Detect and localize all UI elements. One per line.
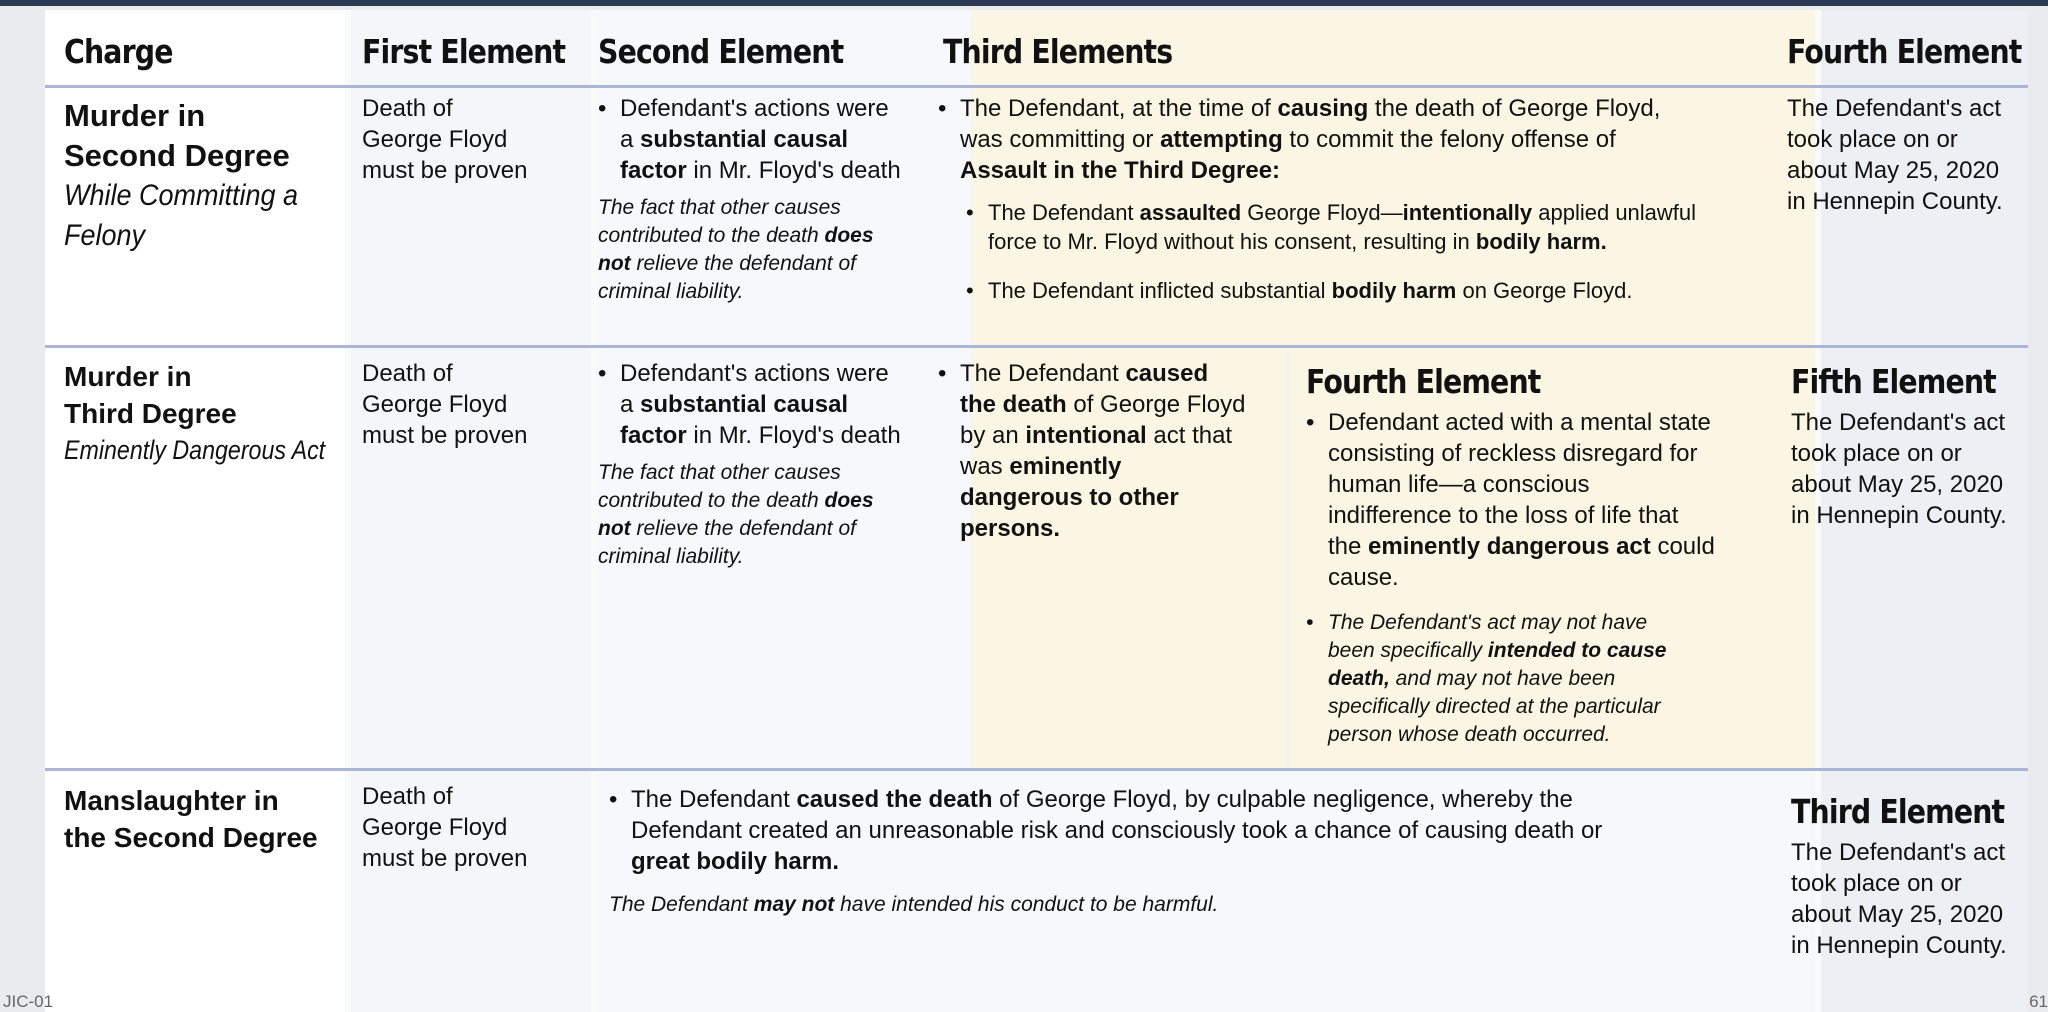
text-run: contributed to the death	[598, 224, 825, 247]
text-line	[598, 222, 968, 250]
bold-run: Assault in the Third Degree:	[960, 157, 1281, 184]
text-line	[960, 513, 1283, 544]
text-line: • Defendant's actions were	[620, 95, 889, 122]
text-run: George Floyd—	[1241, 200, 1403, 225]
row3-second-element	[609, 784, 1799, 919]
text-run: of George Floyd, by culpable negligence, whereby the	[992, 786, 1573, 813]
text-run: applied unlawful	[1532, 200, 1697, 225]
sub-bullet-item	[966, 276, 1798, 305]
text-line: indifference to the loss of life that	[1328, 502, 1679, 529]
bold-run: not	[598, 252, 631, 275]
bold-run: intended to cause	[1487, 639, 1667, 662]
row3-charge	[64, 782, 344, 856]
subheader-third-element: Third Element	[1791, 792, 2005, 831]
bold-run: bodily harm.	[1475, 229, 1607, 254]
text-line: in Hennepin County.	[1791, 502, 2007, 529]
fifth-element-text	[1791, 407, 2023, 531]
text-line: • Defendant's actions were	[620, 360, 889, 387]
top-bar	[0, 0, 2048, 6]
bold-run: intentional	[1025, 422, 1147, 449]
text-run: in Mr. Floyd's death	[686, 157, 901, 184]
row2-fifth-element	[1791, 362, 2023, 531]
text-run: by an	[960, 422, 1026, 449]
row-rule	[45, 345, 2028, 348]
text-line	[620, 389, 968, 420]
text-run: The Defendant	[988, 200, 1140, 225]
text-line: about May 25, 2020	[1791, 471, 2004, 498]
charge-subtitle: While Committing a	[64, 179, 299, 212]
text-line	[988, 227, 1798, 256]
text-line: The Defendant's act	[1791, 839, 2006, 866]
text-run: a	[620, 126, 641, 153]
text-run: contributed to the death	[598, 489, 825, 512]
text-line	[1328, 665, 1811, 693]
header-fourth-element: Fourth Element	[1787, 32, 2022, 71]
charge-name: Murder in	[64, 98, 206, 133]
header-third-elements: Third Elements	[943, 32, 1173, 71]
text-line	[631, 784, 1799, 815]
text-line: criminal liability.	[598, 545, 744, 568]
bold-run: assaulted	[1139, 200, 1242, 225]
italic-bullet-item	[1306, 609, 1811, 749]
bullet-item	[938, 93, 1798, 186]
italic-note	[598, 194, 968, 306]
text-run: to commit the felony offense of	[1282, 126, 1616, 153]
text-line: criminal liability.	[598, 280, 744, 303]
bold-run: bodily harm	[1331, 278, 1457, 303]
bullet-item	[1306, 407, 1811, 593]
text-line: person whose death occurred.	[1328, 723, 1611, 746]
row1-fourth-element	[1787, 93, 2023, 217]
text-run: the	[1328, 533, 1369, 560]
bold-run: great bodily harm.	[631, 848, 840, 875]
text-line: about May 25, 2020	[1787, 157, 2000, 184]
text-line: The fact that other causes	[598, 461, 841, 484]
text-run: relieve the defendant of	[630, 517, 856, 540]
charge-subtitle: Eminently Dangerous Act	[64, 435, 326, 465]
text-line: human life—a conscious	[1328, 471, 1590, 498]
bullet-item	[598, 93, 968, 186]
bold-run: factor	[620, 157, 687, 184]
subheader-fourth-element: Fourth Element	[1306, 362, 1541, 401]
header-second-element: Second Element	[598, 32, 844, 71]
charge-subtitle: Felony	[64, 219, 146, 252]
text-line: The Defendant's act	[1791, 409, 2006, 436]
bold-run: not	[598, 517, 631, 540]
text-line	[988, 198, 1798, 227]
text-line: about May 25, 2020	[1791, 901, 2004, 928]
bold-run: death,	[1328, 667, 1390, 690]
text-run: been specifically	[1328, 639, 1488, 662]
text-line: must be proven	[362, 157, 528, 184]
text-line: • Defendant acted with a mental state	[1328, 409, 1711, 436]
text-run: the death of George Floyd,	[1368, 95, 1661, 122]
bold-run: eminently	[1009, 453, 1122, 480]
row1-second-element	[598, 93, 968, 306]
text-line: took place on or	[1791, 440, 1962, 467]
text-line	[960, 358, 1283, 389]
row2-charge	[64, 358, 344, 468]
row1-third-elements	[938, 93, 1798, 305]
text-run: The Defendant	[960, 360, 1126, 387]
text-run: and may not have been	[1389, 667, 1616, 690]
text-run: on George Floyd.	[1456, 278, 1633, 303]
bold-run: causing	[1277, 95, 1369, 122]
bold-run: substantial causal	[640, 391, 849, 418]
subheader-fifth-element: Fifth Element	[1791, 362, 1996, 401]
row2-first-element	[362, 358, 587, 451]
text-run: was committing or	[960, 126, 1161, 153]
charge-name: Manslaughter in	[64, 785, 279, 816]
text-line: in Hennepin County.	[1791, 932, 2007, 959]
text-run: have intended his conduct to be harmful.	[834, 893, 1219, 916]
footer-slide-id: JIC-01	[3, 992, 54, 1011]
italic-note	[609, 891, 1799, 919]
text-line	[620, 155, 968, 186]
text-line: Death of	[362, 783, 453, 810]
row3-third-element	[1791, 792, 2023, 961]
charge-name: Murder in	[64, 361, 192, 392]
text-line: George Floyd	[362, 391, 508, 418]
text-line: Defendant created an unreasonable risk and consciously took a chance of causing death or	[631, 817, 1603, 844]
row2-third-element	[938, 358, 1283, 544]
bold-run: attempting	[1160, 126, 1283, 153]
charge-name: Second Degree	[64, 138, 290, 173]
footer-page-number: 61	[2029, 992, 2048, 1011]
bold-run: caused	[1125, 360, 1209, 387]
text-run: The Defendant	[631, 786, 797, 813]
text-line	[960, 155, 1798, 186]
row1-first-element	[362, 93, 587, 186]
text-line	[631, 846, 1799, 877]
text-line	[960, 451, 1283, 482]
text-line	[598, 487, 968, 515]
text-run: act that	[1146, 422, 1233, 449]
bold-run: does	[824, 224, 874, 247]
bold-run: dangerous to other	[960, 484, 1179, 511]
text-line: George Floyd	[362, 126, 508, 153]
text-line: George Floyd	[362, 814, 508, 841]
third-element-text	[1791, 837, 2023, 961]
bold-run: intentionally	[1402, 200, 1533, 225]
row2-fourth-element	[1306, 362, 1811, 749]
header-rule	[45, 85, 2028, 88]
text-line	[960, 124, 1798, 155]
text-line: Death of	[362, 360, 453, 387]
italic-note	[598, 459, 968, 571]
header-charge: Charge	[64, 32, 173, 71]
jury-instruction-slide	[45, 10, 2028, 1012]
bold-run: caused the death	[796, 786, 993, 813]
text-run: in Mr. Floyd's death	[686, 422, 901, 449]
text-line: in Hennepin County.	[1787, 188, 2003, 215]
text-line: cause.	[1328, 564, 1399, 591]
bold-run: the death	[960, 391, 1067, 418]
text-line: consisting of reckless disregard for	[1328, 440, 1698, 467]
bold-run: persons.	[960, 515, 1061, 542]
text-line	[960, 93, 1798, 124]
row3-first-element	[362, 781, 587, 874]
text-line	[960, 389, 1283, 420]
text-run: The Defendant	[609, 893, 754, 916]
bullet-item	[609, 784, 1799, 877]
text-line: The fact that other causes	[598, 196, 841, 219]
text-line: specifically directed at the particular	[1328, 695, 1661, 718]
text-run: The Defendant, at the time of	[960, 95, 1278, 122]
text-line: must be proven	[362, 422, 528, 449]
text-run: The Defendant inflicted substantial	[988, 278, 1332, 303]
text-line	[1328, 637, 1811, 665]
charge-name: Third Degree	[64, 398, 237, 429]
text-line	[598, 515, 968, 543]
bold-run: may not	[753, 893, 835, 916]
text-run: relieve the defendant of	[630, 252, 856, 275]
row2-second-element	[598, 358, 968, 571]
text-line	[598, 250, 968, 278]
text-line	[620, 124, 968, 155]
text-run: was	[960, 453, 1010, 480]
text-line	[620, 420, 968, 451]
bold-run: substantial causal	[640, 126, 849, 153]
text-run: a	[620, 391, 641, 418]
text-line	[960, 420, 1283, 451]
bold-run: does	[824, 489, 874, 512]
bold-run: eminently dangerous act	[1368, 533, 1651, 560]
text-line: took place on or	[1791, 870, 1962, 897]
header-first-element: First Element	[362, 32, 566, 71]
text-run: could	[1650, 533, 1715, 560]
text-line: • The Defendant's act may not have	[1328, 611, 1648, 634]
row1-charge	[64, 96, 339, 256]
text-run: force to Mr. Floyd without his consent, resulting in	[988, 229, 1476, 254]
bullet-item	[598, 358, 968, 451]
bullet-item	[938, 358, 1283, 544]
text-line: must be proven	[362, 845, 528, 872]
text-line: Death of	[362, 95, 453, 122]
text-line	[1328, 531, 1811, 562]
text-line	[960, 482, 1283, 513]
row-rule	[45, 768, 2028, 771]
text-line: The Defendant's act	[1787, 95, 2002, 122]
text-run: of George Floyd	[1066, 391, 1246, 418]
bold-run: factor	[620, 422, 687, 449]
text-line	[988, 276, 1798, 305]
charge-name: the Second Degree	[64, 822, 318, 853]
sub-bullet-item	[966, 198, 1798, 256]
inner-separator	[1286, 350, 1290, 768]
text-line: took place on or	[1787, 126, 1958, 153]
